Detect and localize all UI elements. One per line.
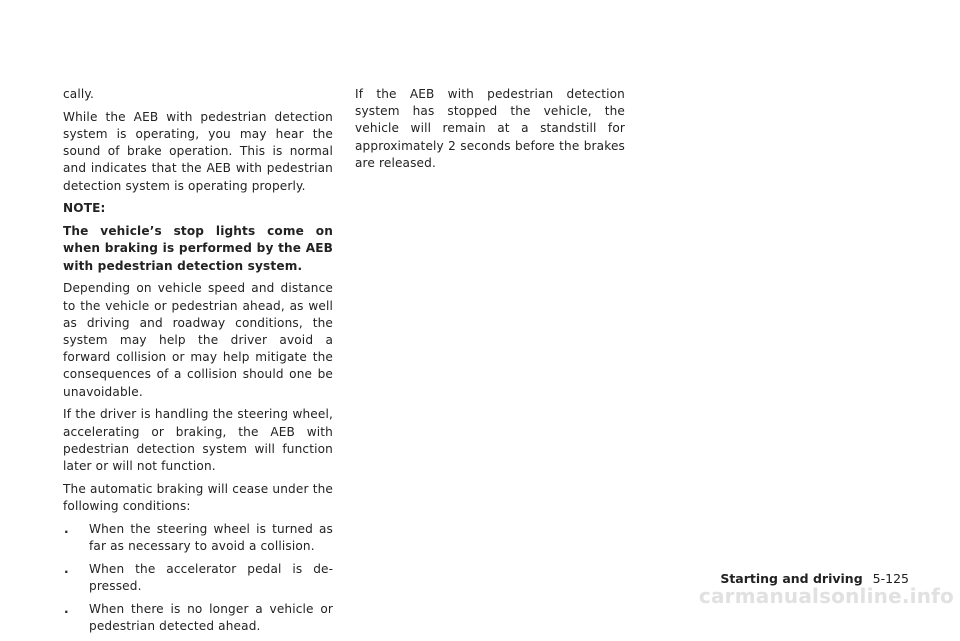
section-title: Starting and driving bbox=[720, 571, 863, 586]
left-column bbox=[63, 86, 333, 641]
paragraph: The automatic braking will cease under the following conditions: bbox=[63, 481, 333, 514]
paragraph: While the AEB with pedestrian detection system is operating, you may hear the sound of brake operation. This is normal and indicates that the AEB with pedestrian detection system is operating properly. bbox=[63, 109, 333, 193]
page-number: 5-125 bbox=[872, 571, 909, 586]
paragraph: If the driver is handling the steering wheel, accelerating or braking, the AEB with pedestrian detection system will function later or will not function. bbox=[63, 407, 333, 474]
bullet-icon: . bbox=[64, 521, 69, 536]
list-item-text: When there is no longer a vehicle or pedestrian detected ahead. bbox=[89, 601, 333, 634]
condition-list bbox=[63, 521, 333, 635]
list-item-text: When the steering wheel is turned as far as necessary to avoid a collision. bbox=[89, 521, 333, 554]
paragraph: Depending on vehicle speed and distance to the vehicle or pedestrian ahead, as well as driving and roadway conditions, the system may help the driver avoid a forward collision or may help mitigate the consequences of a collision should one be unavoidable. bbox=[63, 281, 333, 399]
paragraph: cally. bbox=[63, 87, 94, 101]
list-item bbox=[63, 561, 333, 595]
list-item-text: When the accelerator pedal is depressed. bbox=[89, 561, 333, 594]
list-item bbox=[63, 601, 333, 635]
note-label: NOTE: bbox=[63, 201, 106, 216]
list-item bbox=[63, 521, 333, 555]
watermark: carmanualsonline.info bbox=[698, 584, 954, 608]
bullet-icon: . bbox=[64, 561, 69, 576]
right-column bbox=[355, 86, 625, 178]
note-text: The vehicle’s stop lights come on when braking is performed by the AEB with pedestrian detection system. bbox=[63, 224, 333, 273]
bullet-icon: . bbox=[64, 601, 69, 616]
paragraph: If the AEB with pedestrian detection system has stopped the vehicle, the vehicle will remain at a standstill for approximately 2 seconds before the brakes are released. bbox=[355, 87, 625, 170]
